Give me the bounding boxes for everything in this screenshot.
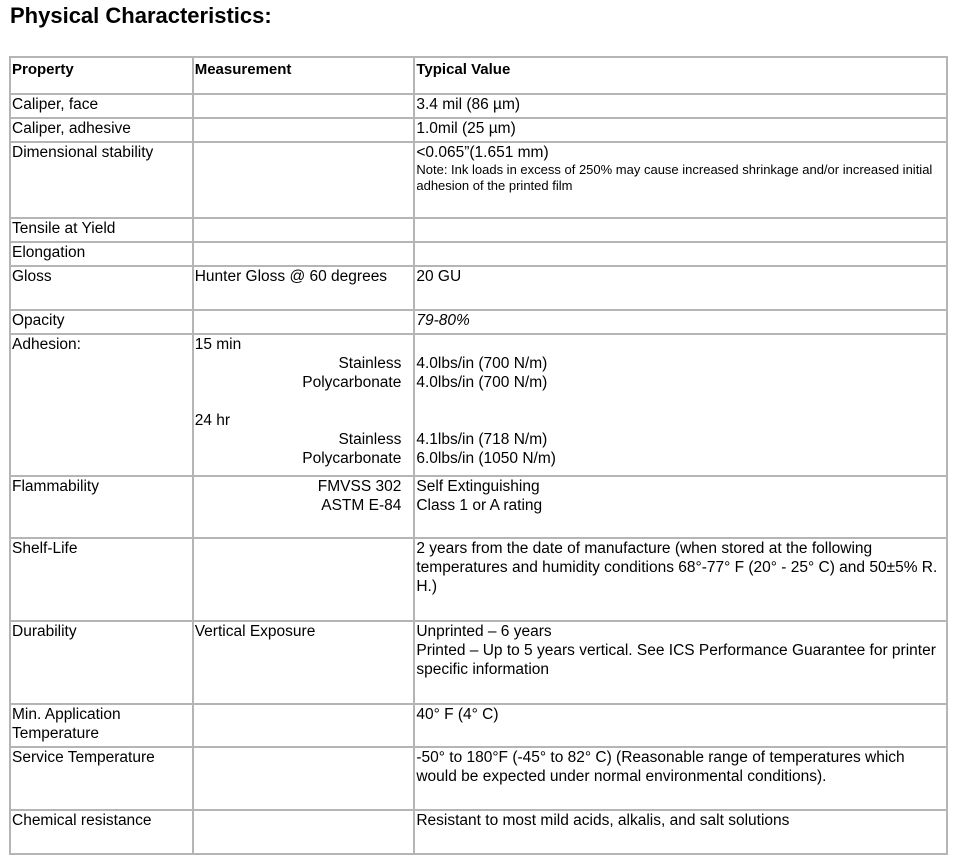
table-header-row (10, 57, 947, 94)
property-cell: Chemical resistance (10, 810, 193, 854)
value-cell (414, 476, 947, 538)
value-cell: 79-80% (414, 310, 947, 334)
property-cell: Durability (10, 621, 193, 704)
property-cell: Tensile at Yield (10, 218, 193, 242)
adhesion-value: 4.0lbs/in (700 N/m) (416, 374, 548, 391)
measurement-cell: Hunter Gloss @ 60 degrees (193, 266, 415, 310)
table-row (10, 476, 947, 538)
adhesion-time-15min: 15 min (194, 336, 242, 353)
value-cell (414, 621, 947, 704)
property-cell: Elongation (10, 242, 193, 266)
property-cell: Gloss (10, 266, 193, 310)
physical-characteristics-table (9, 56, 948, 855)
property-cell: Min. Application Temperature (10, 704, 193, 747)
adhesion-value: 6.0lbs/in (1050 N/m) (416, 450, 556, 467)
measurement-cell (193, 334, 415, 476)
value-cell (414, 334, 947, 476)
substrate-stainless: Stainless (338, 355, 402, 372)
value-cell: 40° F (4° C) (414, 704, 947, 747)
table-row (10, 334, 947, 476)
table-row (10, 810, 947, 854)
table-row (10, 704, 947, 747)
measurement-cell (193, 704, 415, 747)
table-row (10, 94, 947, 118)
value-cell: 20 GU (414, 266, 947, 310)
durability-value: Printed – Up to 5 years vertical. See ICS Performance Guarantee for printer specific information (416, 642, 936, 678)
property-cell: Dimensional stability (10, 142, 193, 218)
value-cell (414, 218, 947, 242)
measurement-cell (193, 242, 415, 266)
value-note: Note: Ink loads in excess of 250% may cause increased shrinkage and/or increased initial adhesion of the printed film (416, 162, 933, 193)
header-property: Property (10, 57, 193, 94)
page-title: Physical Characteristics: (10, 3, 272, 28)
durability-value: Unprinted – 6 years (416, 623, 552, 640)
property-cell: Service Temperature (10, 747, 193, 810)
table-row (10, 310, 947, 334)
measurement-cell (193, 810, 415, 854)
value-cell: Resistant to most mild acids, alkalis, and salt solutions (414, 810, 947, 854)
measurement-cell (193, 118, 415, 142)
measurement-cell: Vertical Exposure (193, 621, 415, 704)
property-cell: Shelf-Life (10, 538, 193, 621)
value-cell: 3.4 mil (86 µm) (414, 94, 947, 118)
table-row (10, 218, 947, 242)
measurement-cell (193, 218, 415, 242)
table-row (10, 118, 947, 142)
measurement-cell (193, 747, 415, 810)
adhesion-value: 4.0lbs/in (700 N/m) (416, 355, 548, 372)
measurement-cell (193, 538, 415, 621)
value-cell (414, 242, 947, 266)
property-cell: Flammability (10, 476, 193, 538)
measurement-cell (193, 142, 415, 218)
value-cell: -50° to 180°F (-45° to 82° C) (Reasonable range of temperatures which would be expected under normal environmental conditions). (414, 747, 947, 810)
adhesion-value: 4.1lbs/in (718 N/m) (416, 431, 548, 448)
flammability-value: Class 1 or A rating (416, 497, 543, 514)
value-cell: 2 years from the date of manufacture (when stored at the following temperatures and humidity conditions 68°-77° F (20° - 25° C) and 50±5% R. H.) (414, 538, 947, 621)
measurement-cell (193, 94, 415, 118)
table-row (10, 538, 947, 621)
measurement-cell (193, 310, 415, 334)
property-cell: Caliper, adhesive (10, 118, 193, 142)
header-typical-value: Typical Value (414, 57, 947, 94)
table-row (10, 142, 947, 218)
substrate-stainless: Stainless (338, 431, 402, 448)
header-measurement: Measurement (193, 57, 415, 94)
property-cell: Adhesion: (10, 334, 193, 476)
substrate-polycarbonate: Polycarbonate (302, 374, 402, 391)
table-row (10, 242, 947, 266)
flammability-value: Self Extinguishing (416, 478, 540, 495)
value-cell (414, 142, 947, 218)
table-row (10, 747, 947, 810)
property-cell: Opacity (10, 310, 193, 334)
measurement-cell (193, 476, 415, 538)
test-standard: ASTM E-84 (321, 497, 402, 514)
property-cell: Caliper, face (10, 94, 193, 118)
substrate-polycarbonate: Polycarbonate (302, 450, 402, 467)
value-cell: 1.0mil (25 µm) (414, 118, 947, 142)
table-row (10, 621, 947, 704)
test-standard: FMVSS 302 (317, 478, 402, 495)
value-text: <0.065”(1.651 mm) (416, 144, 549, 161)
table-row (10, 266, 947, 310)
adhesion-time-24hr: 24 hr (194, 412, 231, 429)
